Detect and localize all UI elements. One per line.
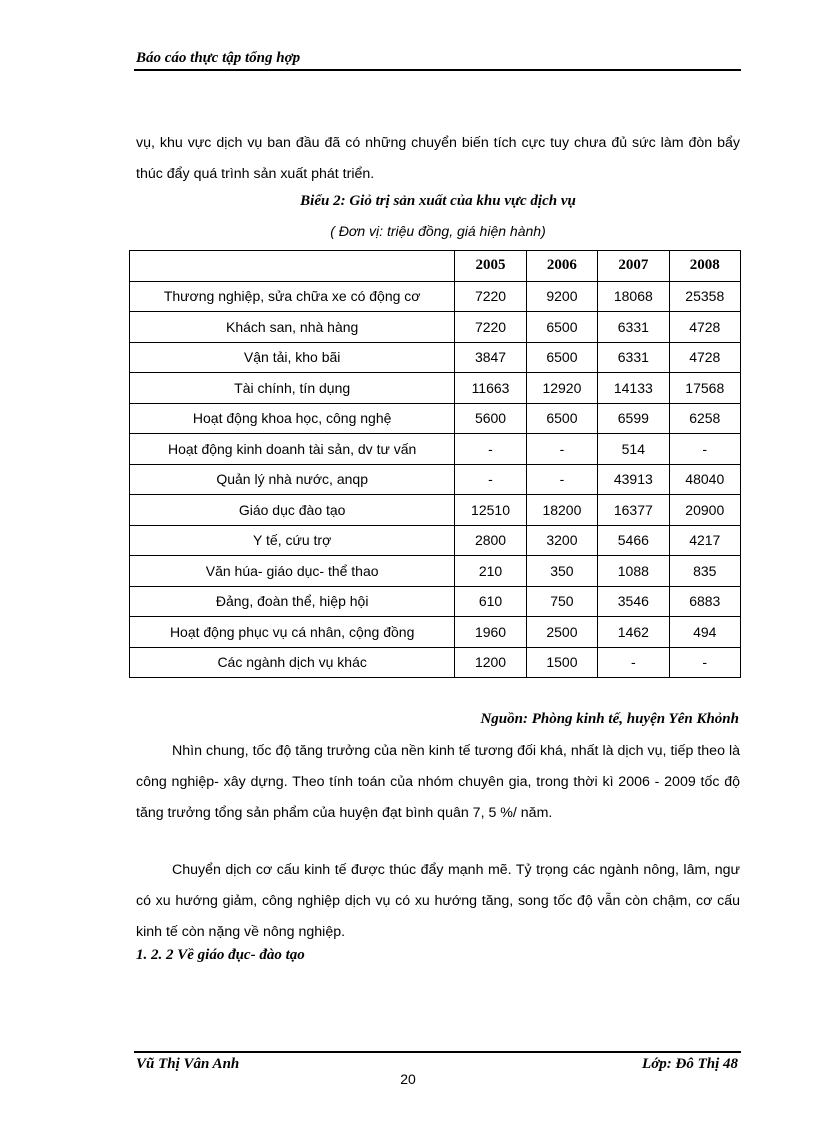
table-cell: 3847 bbox=[455, 342, 526, 373]
table-cell: - bbox=[526, 434, 597, 465]
footer-class: Lớp: Đô Thị 48 bbox=[642, 1056, 738, 1072]
table-row bbox=[130, 525, 741, 556]
table-cell: 17568 bbox=[669, 373, 740, 404]
footer-divider bbox=[134, 1051, 741, 1053]
table-cell: 20900 bbox=[669, 495, 740, 526]
table-cell: 5466 bbox=[598, 525, 669, 556]
body-paragraph: Chuyển dịch cơ cấu kinh tế được thúc đẩy mạnh mẽ. Tỷ trọng các ngành nông, lâm, ngư có xu hướng giảm, công nghiệp dịch vụ có xu hướng tăng, song tốc độ vẫn còn chậm, cơ cấu kinh tế còn nặng về nông nghiệp. bbox=[136, 862, 740, 940]
table-cell: 350 bbox=[526, 556, 597, 587]
table-cell: 6258 bbox=[669, 403, 740, 434]
table-cell: 4217 bbox=[669, 525, 740, 556]
table-cell: 210 bbox=[455, 556, 526, 587]
table-row-label: Quản lý nhà nước, anqp bbox=[130, 464, 455, 495]
table-cell: 5600 bbox=[455, 403, 526, 434]
table-cell: 7220 bbox=[455, 312, 526, 343]
page-number: 20 bbox=[400, 1071, 416, 1087]
table-row-label: Văn húa- giáo dục- thể thao bbox=[130, 556, 455, 587]
intro-paragraph: vụ, khu vực dịch vụ ban đầu đã có những chuyển biến tích cực tuy chưa đủ sức làm đòn bẩy thúc đẩy quá trình sản xuất phát triển. bbox=[136, 135, 740, 182]
table-cell: 610 bbox=[455, 586, 526, 617]
table-row-label: Các ngành dịch vụ khác bbox=[130, 647, 455, 678]
service-output-table bbox=[129, 250, 741, 678]
table-cell: 6599 bbox=[598, 403, 669, 434]
body-paragraph: Nhìn chung, tốc độ tăng trưởng của nền kinh tế tương đối khá, nhất là dịch vụ, tiếp theo là công nghiệp- xây dựng. Theo tính toán của nhóm chuyên gia, trong thời kì 2006 - 2009 tốc độ tăng trưởng tổng sản phẩm của huyện đạt bình quân 7, 5 %/ năm. bbox=[136, 743, 740, 821]
table-row-label: Giáo dục đào tạo bbox=[130, 495, 455, 526]
table-row bbox=[130, 373, 741, 404]
table-row bbox=[130, 312, 741, 343]
table-cell: 4728 bbox=[669, 342, 740, 373]
table-row-label: Tài chính, tín dụng bbox=[130, 373, 455, 404]
table-cell: - bbox=[455, 434, 526, 465]
table-row bbox=[130, 617, 741, 648]
table-cell: 3546 bbox=[598, 586, 669, 617]
table-row bbox=[130, 281, 741, 312]
table-row-label: Thương nghiệp, sửa chữa xe có động cơ bbox=[130, 281, 455, 312]
table-title: Biểu 2: Giỏ trị sản xuất của khu vực dịch vụ bbox=[300, 193, 576, 209]
table-cell: 7220 bbox=[455, 281, 526, 312]
table-cell: 9200 bbox=[526, 281, 597, 312]
table-cell: 48040 bbox=[669, 464, 740, 495]
table-cell: 1088 bbox=[598, 556, 669, 587]
table-cell: 18068 bbox=[598, 281, 669, 312]
table-cell: 6500 bbox=[526, 312, 597, 343]
table-unit: ( Đơn vị: triệu đồng, giá hiện hành) bbox=[330, 223, 546, 239]
table-row-label: Hoạt động khoa học, công nghệ bbox=[130, 403, 455, 434]
table-header-cell bbox=[130, 251, 455, 282]
table-cell: 514 bbox=[598, 434, 669, 465]
table-header-cell: 2005 bbox=[455, 251, 526, 282]
table-row bbox=[130, 647, 741, 678]
table-cell: 16377 bbox=[598, 495, 669, 526]
table-row bbox=[130, 556, 741, 587]
table-cell: 1200 bbox=[455, 647, 526, 678]
table-row bbox=[130, 586, 741, 617]
table-cell: 6883 bbox=[669, 586, 740, 617]
table-cell: 4728 bbox=[669, 312, 740, 343]
table-cell: 14133 bbox=[598, 373, 669, 404]
table-cell: 3200 bbox=[526, 525, 597, 556]
table-row-label: Y tế, cứu trợ bbox=[130, 525, 455, 556]
table-cell: 494 bbox=[669, 617, 740, 648]
table-header-cell: 2006 bbox=[526, 251, 597, 282]
table-cell: - bbox=[669, 434, 740, 465]
table-row-label: Khách san, nhà hàng bbox=[130, 312, 455, 343]
table-cell: 2500 bbox=[526, 617, 597, 648]
table-cell: 43913 bbox=[598, 464, 669, 495]
table-cell: 11663 bbox=[455, 373, 526, 404]
table-cell: - bbox=[526, 464, 597, 495]
table-source: Nguồn: Phòng kinh tế, huyện Yên Khỏnh bbox=[480, 711, 739, 727]
table-cell: 12510 bbox=[455, 495, 526, 526]
table-row-label: Hoạt động kinh doanh tài sản, dv tư vấn bbox=[130, 434, 455, 465]
table-row-label: Vận tải, kho bãi bbox=[130, 342, 455, 373]
table-row-label: Đảng, đoàn thể, hiệp hội bbox=[130, 586, 455, 617]
table-row bbox=[130, 434, 741, 465]
page-header-title: Báo cáo thực tập tổng hợp bbox=[136, 50, 301, 66]
table-cell: - bbox=[455, 464, 526, 495]
table-cell: 6500 bbox=[526, 403, 597, 434]
table-cell: 12920 bbox=[526, 373, 597, 404]
table-cell: 25358 bbox=[669, 281, 740, 312]
table-cell: 1960 bbox=[455, 617, 526, 648]
table-row-label: Hoạt động phục vụ cá nhân, cộng đồng bbox=[130, 617, 455, 648]
section-heading: 1. 2. 2 Về giáo đục- đào tạo bbox=[136, 947, 305, 963]
table-row bbox=[130, 495, 741, 526]
table-cell: 1462 bbox=[598, 617, 669, 648]
table-cell: 6331 bbox=[598, 342, 669, 373]
table-header-row bbox=[130, 251, 741, 282]
table-cell: 6331 bbox=[598, 312, 669, 343]
table-cell: 6500 bbox=[526, 342, 597, 373]
table-header-cell: 2008 bbox=[669, 251, 740, 282]
table-cell: 750 bbox=[526, 586, 597, 617]
footer-author: Vũ Thị Vân Anh bbox=[136, 1056, 240, 1072]
table-row bbox=[130, 342, 741, 373]
header-divider bbox=[134, 69, 741, 71]
table-row bbox=[130, 403, 741, 434]
table-cell: 1500 bbox=[526, 647, 597, 678]
table-cell: 18200 bbox=[526, 495, 597, 526]
table-row bbox=[130, 464, 741, 495]
table-cell: - bbox=[598, 647, 669, 678]
table-cell: 835 bbox=[669, 556, 740, 587]
table-header-cell: 2007 bbox=[598, 251, 669, 282]
table-cell: - bbox=[669, 647, 740, 678]
table-cell: 2800 bbox=[455, 525, 526, 556]
